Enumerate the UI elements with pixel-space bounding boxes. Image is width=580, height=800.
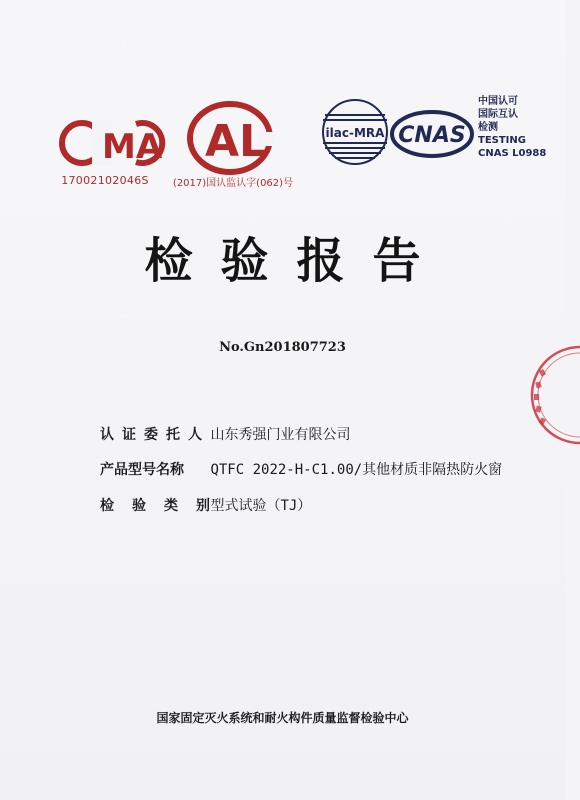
field-test-type	[100, 495, 311, 515]
field-value: 山东秀强门业有限公司	[210, 427, 351, 443]
field-value: 型式试验（TJ）	[210, 498, 312, 514]
cnas-caption-line: 国际互认	[478, 109, 518, 120]
ilac-mra-logo	[312, 95, 398, 170]
field-value: QTFC 2022-H-C1.00/其他材质非隔热防火窗	[210, 462, 503, 478]
cal-number: (2017)国认监认字(062)号	[172, 178, 294, 189]
cnas-caption-line: 中国认可	[478, 96, 518, 107]
cnas-caption-line: CNAS L0988	[478, 148, 547, 159]
cnas-caption-line: 检测	[478, 122, 498, 133]
ilac-mra-text: ilac-MRA	[325, 126, 385, 140]
field-label: 产品型号名称	[100, 462, 184, 478]
cnas-caption	[478, 95, 558, 160]
cnas-logo-text: CNAS	[398, 123, 466, 148]
cma-number: 17002102046S	[61, 174, 149, 187]
seal-stamp-icon	[520, 340, 580, 450]
field-label: 认证委托人	[100, 427, 210, 443]
field-label: 检验类别	[100, 498, 228, 514]
cma-logo-text: MA	[102, 127, 163, 167]
field-client	[100, 424, 350, 444]
cnas-logo	[390, 110, 474, 158]
cnas-caption-line: TESTING	[478, 135, 526, 146]
page-title: 检验报告	[144, 233, 449, 289]
cal-logo-text: AL	[205, 116, 268, 167]
report-number: No.Gn201807723	[219, 340, 346, 355]
field-product-model	[100, 459, 502, 479]
issuing-organization: 国家固定灭火系统和耐火构件质量监督检验中心	[156, 711, 409, 725]
